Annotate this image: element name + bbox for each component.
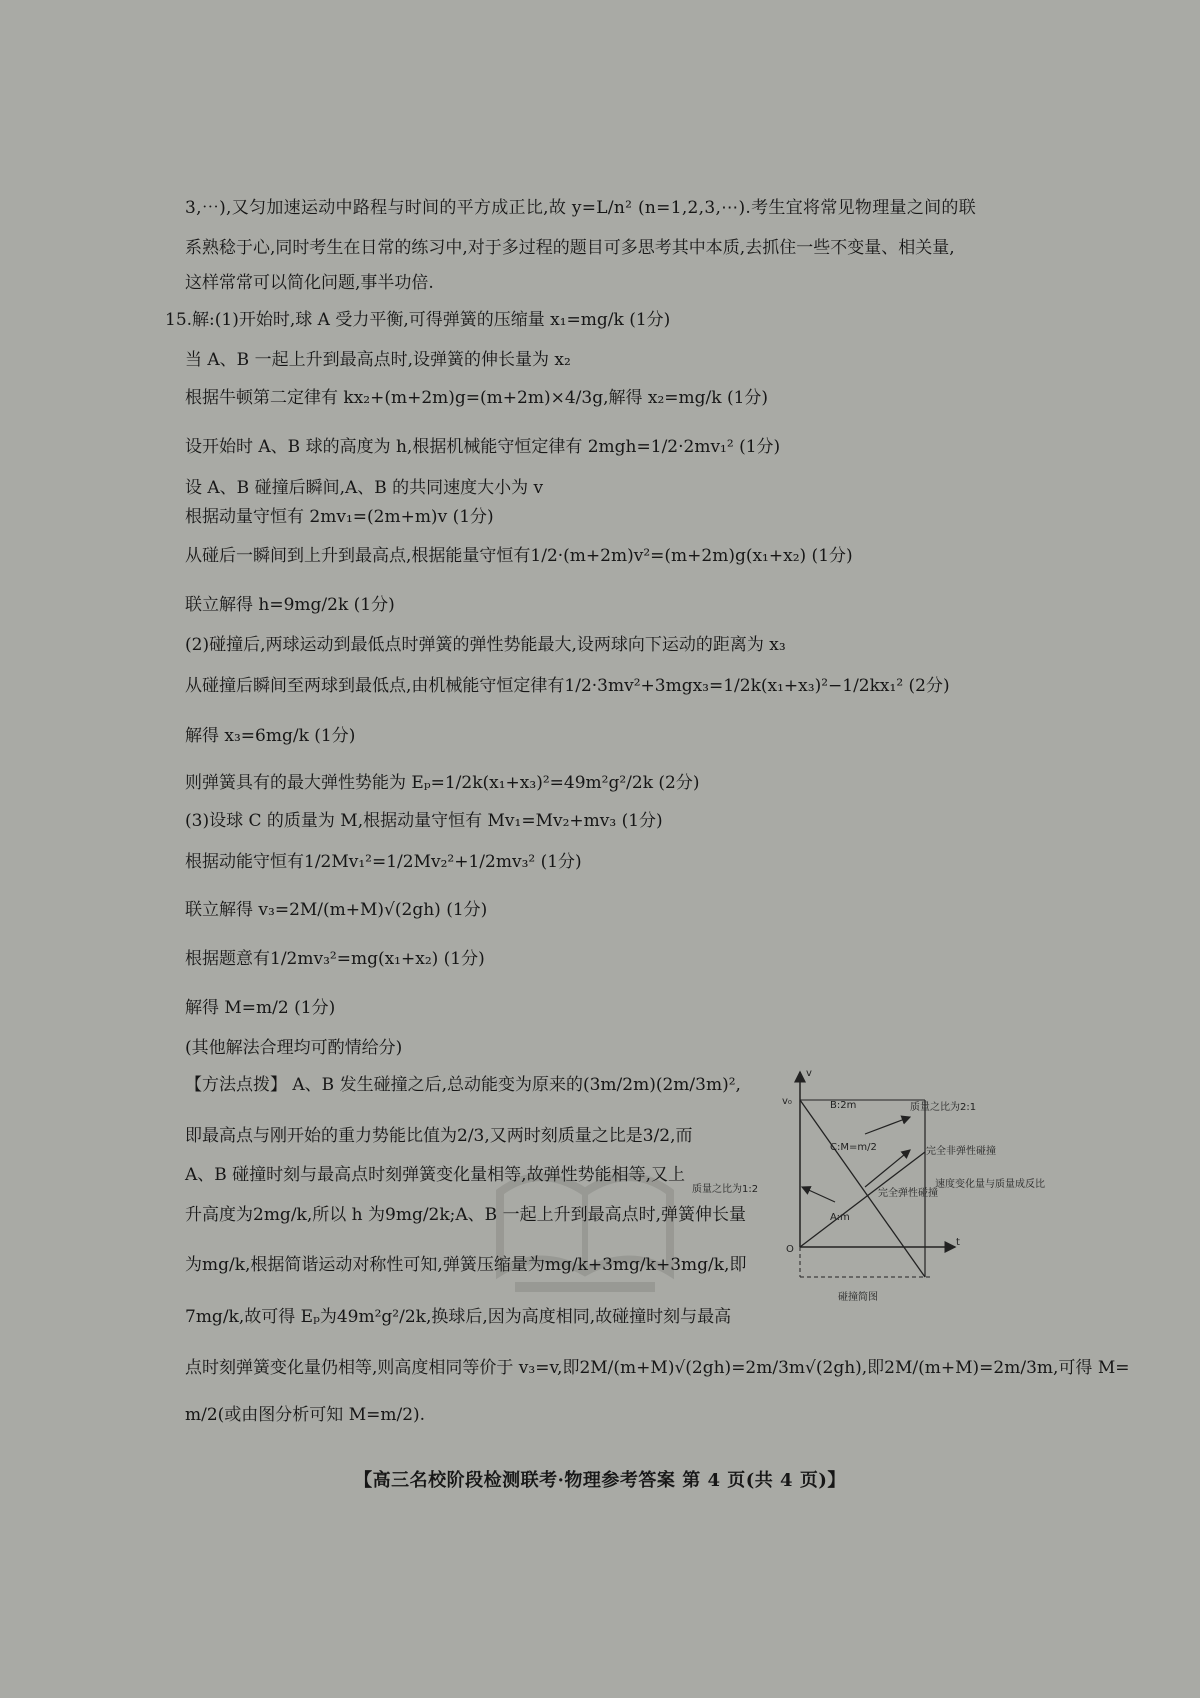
text-line: 联立解得 h=9mg/2k (1分) — [185, 595, 395, 615]
text-line: 3,⋯),又匀加速运动中路程与时间的平方成正比,故 y=L/n² (n=1,2,3,⋯).考生宜将常见物理量之间的联 — [185, 198, 977, 218]
method-tip-line: 【方法点拨】 A、B 发生碰撞之后,总动能变为原来的(3m/2m)(2m/3m)², — [185, 1075, 741, 1095]
label-cm: C:M=m/2 — [830, 1142, 877, 1153]
page-footer: 【高三名校阶段检测联考·物理参考答案 第 4 页(共 4 页)】 — [354, 1470, 846, 1491]
text-line: 从碰后一瞬间到上升到最高点,根据能量守恒有1/2·(m+2m)v²=(m+2m)g(x₁+x₂) (1分) — [185, 546, 853, 566]
t-axis-label: t — [956, 1237, 960, 1248]
v-axis-label: v — [806, 1068, 812, 1079]
text-line: 为mg/k,根据简谐运动对称性可知,弹簧压缩量为mg/k+3mg/k+3mg/k,即 — [185, 1255, 747, 1275]
text-line: A、B 碰撞时刻与最高点时刻弹簧变化量相等,故弹性势能相等,又上 — [185, 1165, 685, 1185]
text-line: 根据题意有1/2mv₃²=mg(x₁+x₂) (1分) — [185, 949, 485, 969]
text-line: m/2(或由图分析可知 M=m/2). — [185, 1405, 426, 1425]
text-line: 从碰撞后瞬间至两球到最低点,由机械能守恒定律有1/2·3mv²+3mgx₃=1/2k(x₁+x₃)²−1/2kx₁² (2分) — [185, 676, 950, 696]
diagram-caption: 碰撞简图 — [838, 1292, 878, 1303]
label-inverse: 速度变化量与质量成反比 — [935, 1179, 1045, 1190]
line-a — [800, 1152, 925, 1247]
text-line: 系熟稔于心,同时考生在日常的练习中,对于多过程的题目可多思考其中本质,去抓住一些不变量、相关量, — [185, 238, 955, 258]
label-inelastic: 完全非弹性碰撞 — [926, 1146, 996, 1157]
origin-label: O — [786, 1244, 794, 1255]
text-line: 解得 M=m/2 (1分) — [185, 998, 336, 1018]
text-line: (其他解法合理均可酌情给分) — [185, 1038, 403, 1058]
label-elastic: 完全弹性碰撞 — [878, 1188, 938, 1199]
text-line: 设 A、B 碰撞后瞬间,A、B 的共同速度大小为 v — [185, 478, 544, 498]
text-line: 即最高点与刚开始的重力势能比值为2/3,又两时刻质量之比是3/2,而 — [185, 1126, 693, 1146]
label-ratio21: 质量之比为2:1 — [910, 1102, 977, 1113]
text-line: 设开始时 A、B 球的高度为 h,根据机械能守恒定律有 2mgh=1/2·2mv₁² (1分) — [185, 437, 781, 457]
text-line: 7mg/k,故可得 Eₚ为49m²g²/2k,换球后,因为高度相同,故碰撞时刻与最高 — [185, 1307, 732, 1327]
v0-label: v₀ — [782, 1096, 792, 1107]
text-line: 解得 x₃=6mg/k (1分) — [185, 726, 356, 746]
label-b2m: B:2m — [830, 1100, 857, 1111]
text-line: 联立解得 v₃=2M/(m+M)√(2gh) (1分) — [185, 900, 488, 920]
text-line: 点时刻弹簧变化量仍相等,则高度相同等价于 v₃=v,即2M/(m+M)√(2gh)=2m/3m√(2gh),即2M/(m+M)=2m/3m,可得 M= — [185, 1358, 1130, 1378]
text-line: 则弹簧具有的最大弹性势能为 Eₚ=1/2k(x₁+x₃)²=49m²g²/2k (2分) — [185, 773, 700, 793]
text-line: 这样常常可以简化问题,事半功倍. — [185, 273, 434, 293]
text-line: 当 A、B 一起上升到最高点时,设弹簧的伸长量为 x₂ — [185, 350, 571, 370]
text-line: 根据牛顿第二定律有 kx₂+(m+2m)g=(m+2m)×4/3g,解得 x₂=mg/k (1分) — [185, 388, 769, 408]
text-line: (3)设球 C 的质量为 M,根据动量守恒有 Mv₁=Mv₂+mv₃ (1分) — [185, 811, 663, 831]
text-line: 升高度为2mg/k,所以 h 为9mg/2k;A、B 一起上升到最高点时,弹簧伸长量 — [185, 1205, 746, 1225]
text-line: 根据动能守恒有1/2Mv₁²=1/2Mv₂²+1/2mv₃² (1分) — [185, 852, 582, 872]
collision-diagram — [692, 1062, 1045, 1322]
text-line: (2)碰撞后,两球运动到最低点时弹簧的弹性势能最大,设两球向下运动的距离为 x₃ — [185, 635, 786, 655]
label-am: A:m — [830, 1212, 850, 1223]
text-line: 根据动量守恒有 2mv₁=(2m+m)v (1分) — [185, 507, 494, 527]
solution-heading: 15.解:(1)开始时,球 A 受力平衡,可得弹簧的压缩量 x₁=mg/k (1分) — [165, 310, 671, 330]
label-ratio12: 质量之比为1:2 — [692, 1184, 759, 1195]
